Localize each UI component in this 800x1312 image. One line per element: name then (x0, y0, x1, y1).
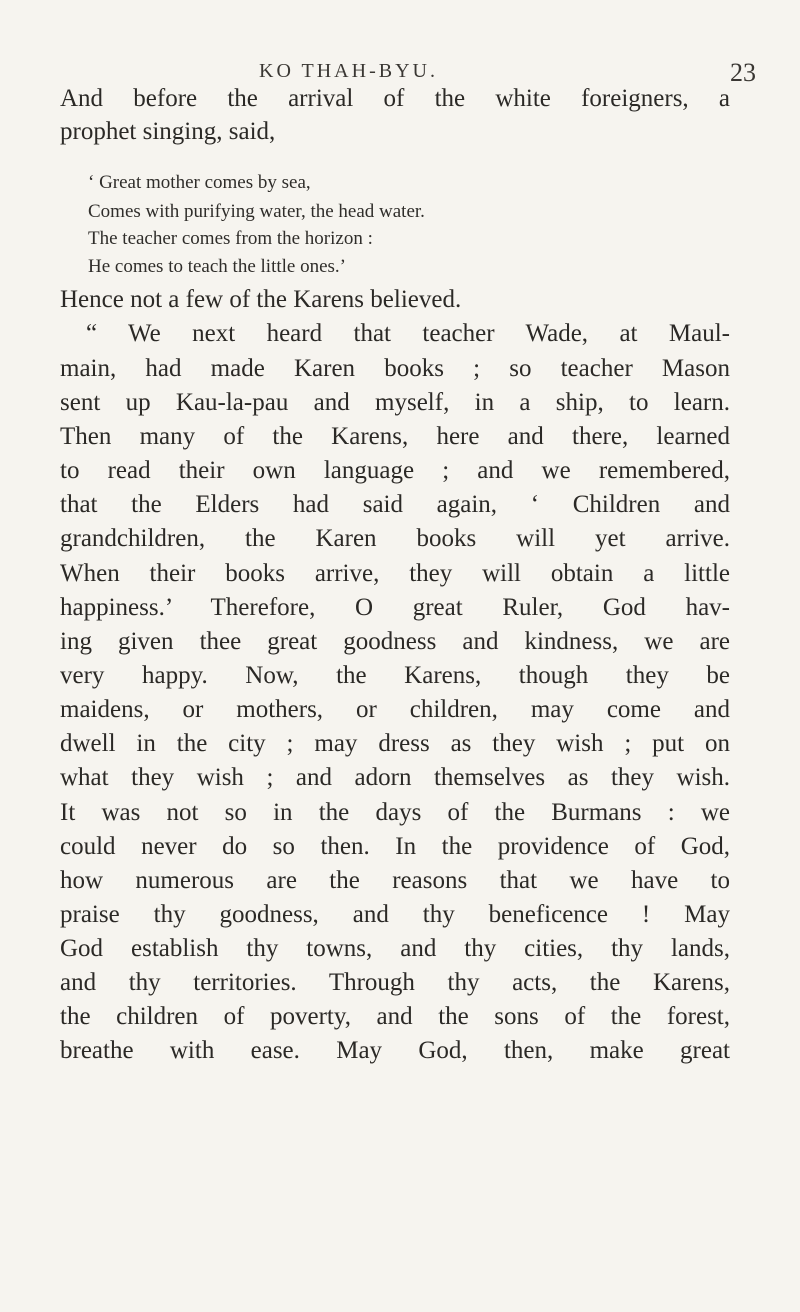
body-line: main, had made Karen books ; so teacher Mason (60, 355, 730, 382)
body-line: It was not so in the days of the Burmans : we (60, 799, 730, 826)
running-title: KO THAH-BYU. (259, 60, 438, 82)
verse-line: Comes with purifying water, the head water. (88, 201, 425, 222)
body-line: prophet singing, said, (60, 118, 276, 145)
body-line: happiness.’ Therefore, O great Ruler, God hav- (60, 594, 730, 621)
body-line: maidens, or mothers, or children, may come and (60, 696, 730, 723)
verse-line: He comes to teach the little ones.’ (88, 256, 346, 277)
body-line: sent up Kau-la-pau and myself, in a ship, to learn. (60, 389, 730, 416)
body-line: could never do so then. In the providence of God, (60, 833, 730, 860)
body-line: how numerous are the reasons that we have to (60, 867, 730, 894)
body-line: what they wish ; and adorn themselves as they wish. (60, 764, 730, 791)
body-line: Then many of the Karens, here and there, learned (60, 423, 730, 450)
body-line: the children of poverty, and the sons of the forest, (60, 1003, 730, 1030)
page-number: 23 (730, 58, 756, 87)
verse-line: ‘ Great mother comes by sea, (88, 172, 311, 193)
body-line: praise thy goodness, and thy beneficence ! May (60, 901, 730, 928)
body-line: dwell in the city ; may dress as they wish ; put on (60, 730, 730, 757)
body-line: Hence not a few of the Karens believed. (60, 286, 462, 313)
body-line: grandchildren, the Karen books will yet arrive. (60, 525, 730, 552)
verse-line: The teacher comes from the horizon : (88, 228, 373, 249)
body-line: that the Elders had said again, ‘ Children and (60, 491, 730, 518)
body-line: God establish thy towns, and thy cities, thy lands, (60, 935, 730, 962)
body-line: “ We next heard that teacher Wade, at Maul- (86, 320, 730, 347)
body-line: ing given thee great goodness and kindness, we are (60, 628, 730, 655)
body-line: and thy territories. Through thy acts, the Karens, (60, 969, 730, 996)
body-line: When their books arrive, they will obtain a little (60, 560, 730, 587)
body-line: breathe with ease. May God, then, make great (60, 1037, 730, 1064)
body-line: very happy. Now, the Karens, though they be (60, 662, 730, 689)
body-line: to read their own language ; and we remembered, (60, 457, 730, 484)
body-line: And before the arrival of the white foreigners, a (60, 85, 730, 112)
